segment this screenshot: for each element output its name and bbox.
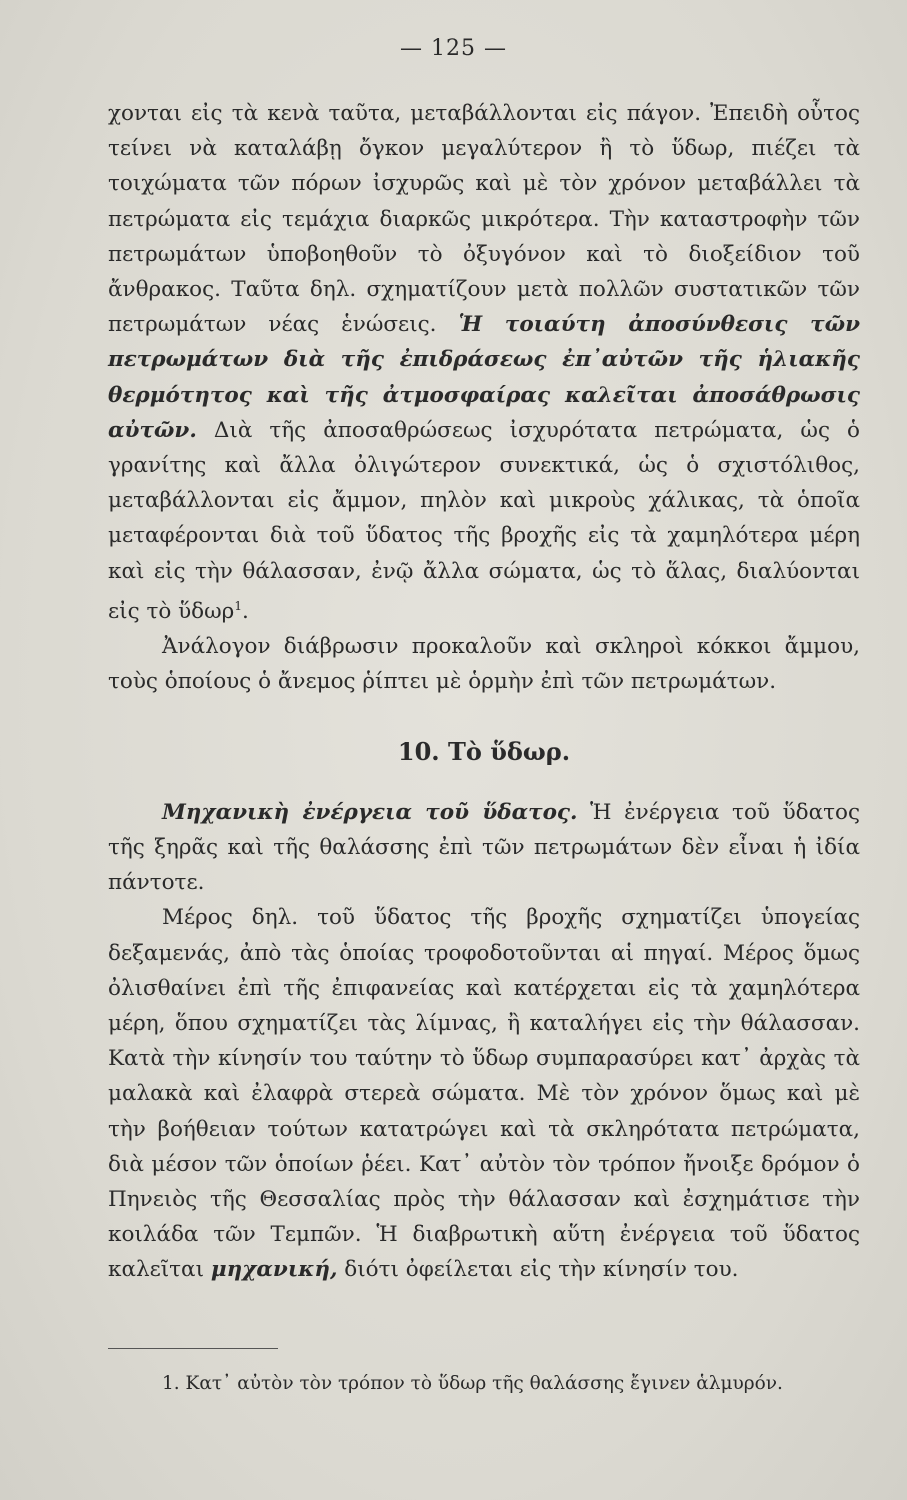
- footnote: [108, 1368, 860, 1399]
- section-title: 10. Τὸ ὕδωρ.: [397, 736, 571, 766]
- rain-water-text: Μέρος δηλ. τοῦ ὕδατος τῆς βροχῆς σχηματίζει ὑπογείας δεξαμενάς, ἀπὸ τὰς ὁποίας τροφοδοτοῦνται αἱ πηγαί. Μέρος ὅμως ὀλισθαίνει ἐπὶ τῆς ἐπιφανείας καὶ κατέρχεται εἰς τὰ χαμηλότερα μέρη, ὅπου σχηματίζει τὰς λίμνας, ἢ καταλήγει εἰς τὴν θάλασσαν. Κατὰ τὴν κίνησίν του ταύτην τὸ ὕδωρ συμπαρασύρει κατ᾽ ἀρχὰς τὰ μαλακὰ καὶ ἐλαφρὰ στερεὰ σώματα. Μὲ τὸν χρόνον ὅμως καὶ μὲ τὴν βοήθειαν τούτων κατατρώγει καὶ τὰ σκληρότατα πετρώματα, διὰ μέσον τῶν ὁποίων ῥέει. Κατ᾽ αὐτὸν τὸν τρόπον ἤνοιξε δρόμον ὁ Πηνειὸς τῆς Θεσσαλίας πρὸς τὴν θάλασσαν καὶ ἐσχημάτισε τὴν κοιλάδα τῶν Τεμπῶν. Ἡ διαβρωτικὴ αὕτη ἐνέργεια τοῦ ὕδατος καλεῖται: [108, 905, 860, 1283]
- paragraph-weathering-end: .: [241, 599, 249, 624]
- paragraph-mechanical-energy: [108, 795, 860, 901]
- mechanical-energy-heading: Μηχανικὴ ἐνέργεια τοῦ ὕδατος.: [162, 799, 578, 825]
- paragraph-weathering: [108, 96, 860, 629]
- mechanical-term: μηχανική,: [210, 1257, 338, 1283]
- mechanical-energy-text: Ἡ ἐνέργεια τοῦ ὕδατος τῆς ξηρᾶς καὶ τῆς θαλάσσης ἐπὶ τῶν πετρωμάτων δὲν εἶναι ἡ ἰδία πάντοτε.: [108, 799, 861, 896]
- footnote-marker: 1: [234, 598, 242, 613]
- weathering-definition: Ἡ τοιαύτη ἀποσύνθεσις τῶν πετρωμάτων διὰ τῆς ἐπιδράσεως ἐπ᾽αὐτῶν τῆς ἡλιακῆς θερμότητος καὶ τῆς ἀτμοσφαίρας καλεῖται ἀποσάθρωσις αὐτῶν.: [108, 312, 860, 443]
- footnote-rule: [108, 1348, 278, 1349]
- paragraph-weathering-continued: Διὰ τῆς ἀποσαθρώσεως ἰσχυρότατα πετρώματα, ὡς ὁ γρανίτης καὶ ἄλλα ὀλιγώτερον συνεκτικά, ὡς ὁ σχιστόλιθος, μεταβάλλονται εἰς ἄμμον, πηλὸν καὶ μικροὺς χάλικας, τὰ ὁποῖα μεταφέρονται διὰ τοῦ ὕδατος τῆς βροχῆς εἰς τὰ χαμηλότερα μέρη καὶ εἰς τὴν θάλασσαν, ἐνῷ ἄλλα σώματα, ὡς τὸ ἅλας, διαλύονται εἰς τὸ ὕδωρ: [108, 417, 860, 624]
- footnote-text: 1. Κατ᾽ αὐτὸν τὸν τρόπον τὸ ὕδωρ τῆς θαλάσσης ἔγινεν ἁλμυρόν.: [162, 1373, 783, 1394]
- paragraph-rain-water: [108, 900, 860, 1287]
- rain-water-text-end: διότι ὀφείλεται εἰς τὴν κίνησίν του.: [337, 1257, 739, 1283]
- main-text: [108, 96, 860, 1288]
- paragraph-weathering-text: χονται εἰς τὰ κενὰ ταῦτα, μεταβάλλονται εἰς πάγον. Ἐπειδὴ οὗτος τείνει νὰ καταλάβῃ ὄγκον μεγαλύτερον ἢ τὸ ὕδωρ, πιέζει τὰ τοιχώματα τῶν πόρων ἰσχυρῶς καὶ μὲ τὸν χρόνον μεταβάλλει τὰ πετρώματα εἰς τεμάχια διαρκῶς μικρότερα. Τὴν καταστροφὴν τῶν πετρωμάτων ὑποβοηθοῦν τὸ ὀξυγόνον καὶ τὸ διοξείδιον τοῦ ἄνθρακος. Ταῦτα δηλ. σχηματίζουν μετὰ πολλῶν συστατικῶν τῶν πετρωμάτων νέας ἑνώσεις.: [108, 101, 860, 338]
- page-number: — 125 —: [400, 36, 507, 61]
- paragraph-wind-erosion: Ἀνάλογον διάβρωσιν προκαλοῦν καὶ σκληροὶ κόκκοι ἄμμου, τοὺς ὁποίους ὁ ἄνεμος ῥίπτει μὲ ὁρμὴν ἐπὶ τῶν πετρωμάτων.: [108, 634, 860, 695]
